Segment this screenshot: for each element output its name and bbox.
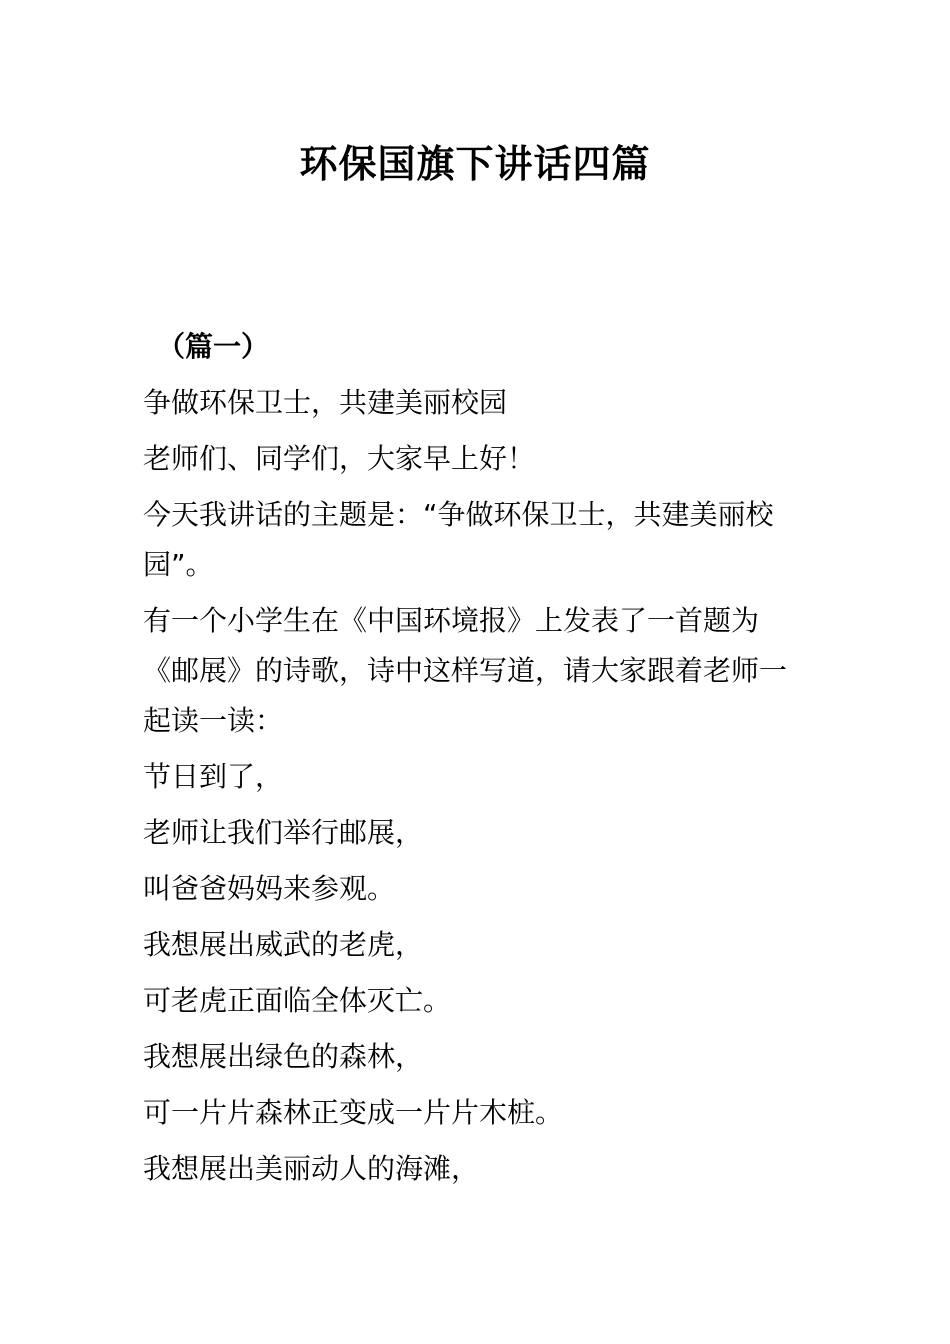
paragraph-line: 老师们、同学们，大家早上好！ — [143, 442, 536, 475]
paragraph-line: 我想展出绿色的森林， — [143, 1040, 424, 1073]
paragraph — [143, 596, 813, 746]
paragraph-line: 老师让我们举行邮展， — [143, 816, 424, 849]
paragraph — [143, 808, 813, 858]
paragraph — [143, 434, 813, 484]
paragraph-line: 园”。 — [143, 548, 214, 581]
paragraph — [143, 378, 813, 428]
paragraph-line: 节日到了， — [143, 760, 284, 793]
paragraph-line: 争做环保卫士，共建美丽校园 — [143, 386, 508, 419]
paragraph-line: 我想展出美丽动人的海滩， — [143, 1152, 480, 1185]
paragraph-list — [143, 378, 813, 1194]
paragraph-line: 《邮展》的诗歌，诗中这样写道，请大家跟着老师一 — [143, 654, 788, 687]
section-heading: （篇一） — [157, 330, 270, 363]
paragraph-line: 可老虎正面临全体灭亡。 — [143, 984, 452, 1017]
paragraph-line: 起读一读： — [143, 704, 284, 737]
paragraph — [143, 864, 813, 914]
paragraph — [143, 976, 813, 1026]
paragraph — [143, 1144, 813, 1194]
paragraph — [143, 1088, 813, 1138]
paragraph — [143, 920, 813, 970]
paragraph — [143, 490, 813, 590]
paragraph — [143, 752, 813, 802]
paragraph — [143, 1032, 813, 1082]
paragraph-line: 有一个小学生在《中国环境报》上发表了一首题为 — [143, 604, 760, 637]
paragraph-line: 今天我讲话的主题是：“争做环保卫士，共建美丽校 — [143, 498, 774, 531]
paragraph-line: 可一片片森林正变成一片片木桩。 — [143, 1096, 564, 1129]
document-body — [143, 322, 813, 1200]
document-title: 环保国旗下讲话四篇 — [299, 142, 651, 186]
paragraph-line: 我想展出威武的老虎， — [143, 928, 424, 961]
paragraph-line: 叫爸爸妈妈来参观。 — [143, 872, 396, 905]
